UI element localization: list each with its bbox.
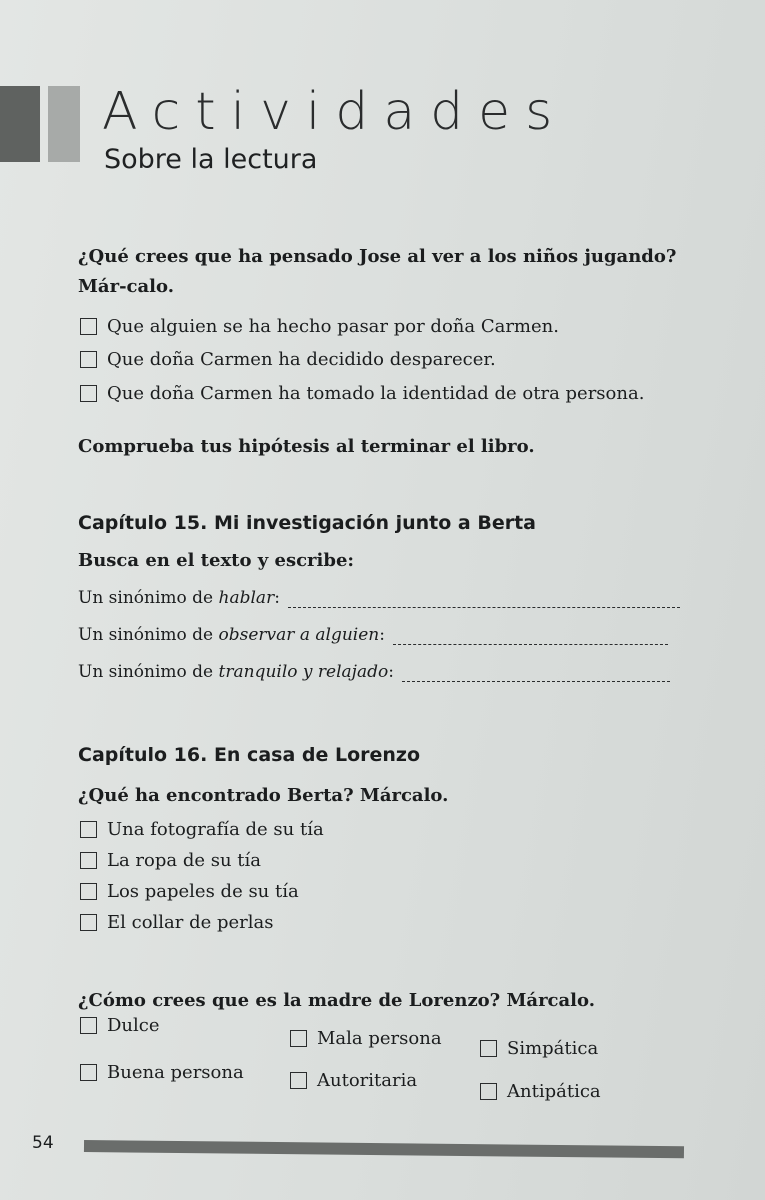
question-3-text: ¿Cómo crees que es la madre de Lorenzo? Márcalo. — [78, 990, 595, 1011]
q3-option-autoritaria-label: Autoritaria — [317, 1070, 418, 1091]
q2-option-2[interactable] — [80, 850, 261, 871]
q1-option-1[interactable] — [80, 316, 559, 337]
header-bar-dark — [0, 86, 40, 162]
q1-option-2-label: Que doña Carmen ha decidido desparecer. — [107, 349, 496, 370]
page-subtitle: Sobre la lectura — [104, 144, 318, 175]
q3-option-simpatica-label: Simpática — [507, 1038, 599, 1059]
q3-option-simpatica[interactable] — [480, 1038, 598, 1059]
q1-option-3[interactable] — [80, 383, 644, 404]
synonym-prefix: Un sinónimo de — [78, 625, 214, 645]
q3-option-buena-persona[interactable] — [80, 1062, 244, 1083]
checkbox[interactable] — [80, 385, 97, 402]
page-number: 54 — [32, 1133, 54, 1153]
q1-option-3-label: Que doña Carmen ha tomado la identidad de otra persona. — [107, 383, 645, 404]
page-title: Actividades — [102, 82, 568, 142]
question-1-text: ¿Qué crees que ha pensado Jose al ver a los niños jugando? Már-calo. — [78, 246, 677, 297]
checkbox[interactable] — [80, 821, 97, 838]
chapter-15-instruction: Busca en el texto y escribe: — [78, 550, 355, 571]
q3-option-mala-persona-label: Mala persona — [317, 1028, 442, 1049]
synonym-word-2: observar a alguien — [218, 625, 380, 645]
q2-option-3[interactable] — [80, 881, 299, 902]
synonym-prefix: Un sinónimo de — [78, 662, 214, 682]
chapter-15-heading: Capítulo 15. Mi investigación junto a Berta — [78, 512, 536, 534]
q2-option-1[interactable] — [80, 819, 324, 840]
q2-option-1-label: Una fotografía de su tía — [107, 819, 324, 840]
q3-option-autoritaria[interactable] — [290, 1070, 417, 1091]
question-2-text: ¿Qué ha encontrado Berta? Márcalo. — [78, 785, 449, 806]
synonym-line-2: Un sinónimo de observar a alguien : — [78, 625, 668, 645]
checkbox[interactable] — [80, 852, 97, 869]
q2-option-2-label: La ropa de su tía — [107, 850, 261, 871]
checkbox[interactable] — [80, 914, 97, 931]
synonym-line-3: Un sinónimo de tranquilo y relajado : — [78, 662, 670, 682]
q3-option-mala-persona[interactable] — [290, 1028, 442, 1049]
checkbox[interactable] — [290, 1030, 307, 1047]
checkbox[interactable] — [480, 1040, 497, 1057]
checkbox[interactable] — [80, 1064, 97, 1081]
answer-blank-3[interactable] — [402, 669, 670, 682]
chapter-16-heading: Capítulo 16. En casa de Lorenzo — [78, 744, 421, 766]
q1-option-2[interactable] — [80, 349, 496, 370]
q3-option-dulce-label: Dulce — [107, 1015, 160, 1036]
checkbox[interactable] — [80, 318, 97, 335]
q3-option-antipatica[interactable] — [480, 1081, 601, 1102]
q3-option-dulce[interactable] — [80, 1015, 160, 1036]
synonym-word-3: tranquilo y relajado — [218, 662, 389, 682]
q3-option-antipatica-label: Antipática — [507, 1081, 601, 1102]
q2-option-4-label: El collar de perlas — [107, 912, 274, 933]
q3-option-buena-persona-label: Buena persona — [107, 1062, 244, 1083]
answer-blank-1[interactable] — [288, 595, 680, 608]
synonym-line-1: Un sinónimo de hablar : — [78, 588, 680, 608]
synonym-prefix: Un sinónimo de — [78, 588, 214, 608]
q2-option-4[interactable] — [80, 912, 274, 933]
check-hypothesis-text: Comprueba tus hipótesis al terminar el libro. — [78, 436, 535, 457]
answer-blank-2[interactable] — [393, 632, 668, 645]
checkbox[interactable] — [80, 883, 97, 900]
checkbox[interactable] — [80, 1017, 97, 1034]
synonym-word-1: hablar — [218, 588, 275, 608]
footer-bar — [84, 1140, 684, 1158]
q2-option-3-label: Los papeles de su tía — [107, 881, 299, 902]
header-bar-light — [48, 86, 80, 162]
checkbox[interactable] — [290, 1072, 307, 1089]
checkbox[interactable] — [80, 351, 97, 368]
checkbox[interactable] — [480, 1083, 497, 1100]
q1-option-1-label: Que alguien se ha hecho pasar por doña Carmen. — [107, 316, 559, 337]
